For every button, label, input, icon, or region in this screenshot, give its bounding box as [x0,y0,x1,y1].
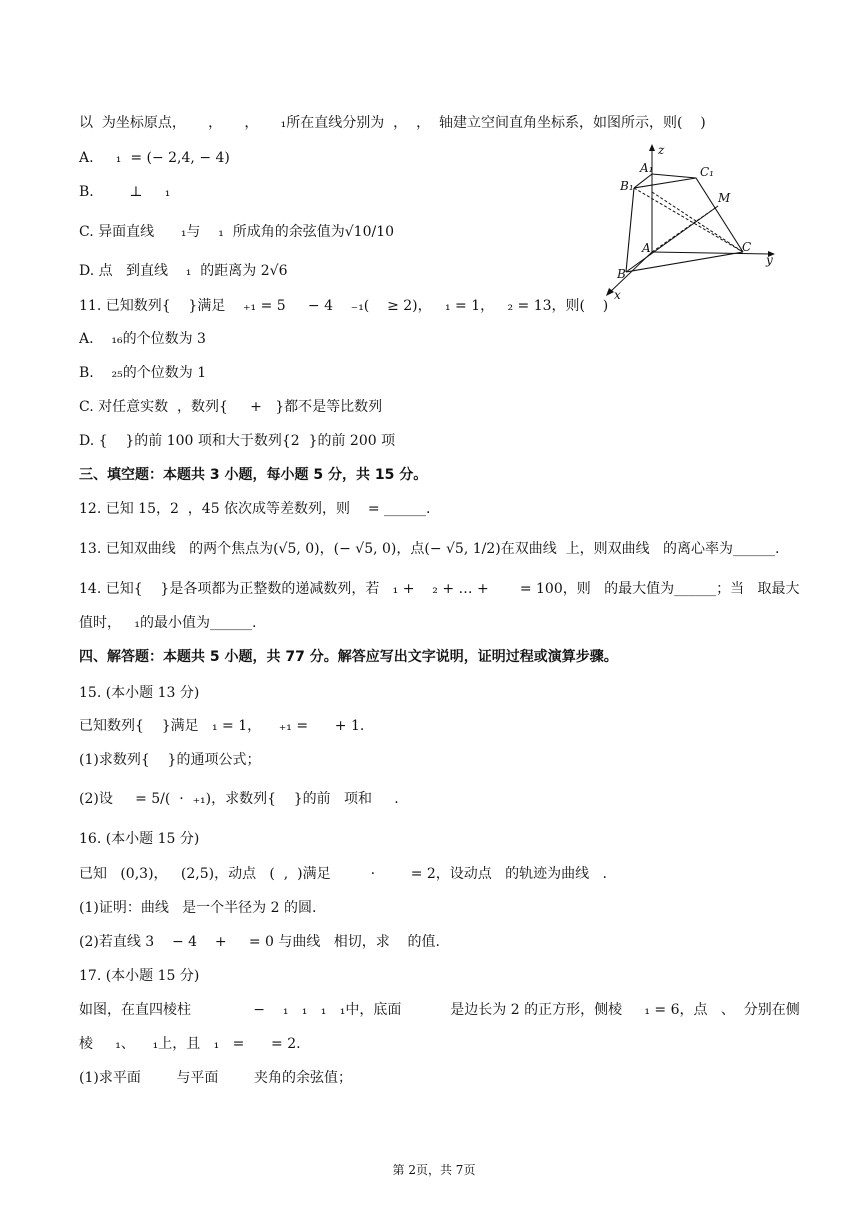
label-y: y [766,253,773,267]
question-16-part2: (2)若直线 3 − 4 + = 0 与曲线 相切，求 的值. [79,934,440,950]
label-a: A [642,241,651,255]
question-17-part1: (1)求平面 与平面 夹角的余弦值； [79,1070,353,1086]
edge-b1-c1 [634,178,696,188]
question-17-text: 如图，在直四棱柱 − ₁ ₁ ₁ ₁中，底面 是边长为 2 的正方形，侧棱 ₁ = 6，点 、 分别在侧 [79,1002,800,1018]
option-a: A. ₁₆的个位数为 3 [79,331,206,347]
prism-figure [600,142,780,302]
question-16-text: 已知 (0,3)， (2,5)，动点 ( , )满足 · = 2，设动点 的轨迹为曲线 . [79,866,607,882]
label-x: x [614,288,621,302]
y-axis [652,252,772,254]
option-c: C. 对任意实数 ，数列{ + }都不是等比数列 [79,399,383,415]
edge-b1-b [626,188,634,272]
line-b-m [626,206,718,272]
label-c1: C₁ [700,165,714,179]
text-line: 以 为坐标原点， ， ， ₁所在直线分别为 ， ， 轴建立空间直角坐标系，如图所示，则( ) [79,115,706,131]
label-c: C [742,240,752,254]
question-15-text: 已知数列{ }满足 ₁ = 1， ₊₁ = + 1. [79,718,365,734]
option-b: B. ⊥ ₁ [79,184,171,200]
section-heading: 四、解答题：本题共 5 小题，共 77 分。解答应写出文字说明，证明过程或演算步骤。 [79,649,618,665]
top-edges [652,174,743,252]
question-14-cont: 值时， ₁的最小值为______. [79,615,257,631]
page-footer: 第 2页，共 7页 [392,1163,476,1177]
question-15-part2: (2)设 = 5/( · ₊₁)，求数列{ }的前 项和 . [79,791,399,807]
label-z: z [658,143,665,157]
question-17-text-cont: 棱 ₁、 ₁上，且 ₁ = = 2. [79,1036,301,1052]
question-16-title: 16. (本小题 15 分) [79,831,200,847]
label-b: B [617,267,626,281]
edge-b-c [626,252,743,272]
question-15-part1: (1)求数列{ }的通项公式； [79,752,261,768]
z-arrow [649,144,655,151]
label-m: M [718,191,731,205]
section-heading: 三、填空题：本题共 3 小题，每小题 5 分，共 15 分。 [79,467,428,483]
question-17-title: 17. (本小题 15 分) [79,968,200,984]
question-12: 12. 已知 15，2 ，45 依次成等差数列，则 = ______. [79,501,431,517]
option-d: D. 点 到直线 ₁ 的距离为 2√6 [79,263,288,279]
label-b1: B₁ [620,179,634,193]
option-a: A. ₁ = (− 2,4, − 4) [79,150,230,166]
option-b: B. ₂₅的个位数为 1 [79,365,207,381]
option-c: C. 异面直线 ₁与 ₁ 所成角的余弦值为√10/10 [79,224,395,240]
question-13: 13. 已知双曲线 的两个焦点为(√5, 0)，(− √5, 0)，点(− √5, 1/2)在双曲线 上，则双曲线 的离心率为______. [79,541,780,557]
question-16-part1: (1)证明：曲线 是一个半径为 2 的圆. [79,900,317,916]
question-11: 11. 已知数列{ }满足 ₊₁ = 5 − 4 ₋₁( ≥ 2)， ₁ = 1， ₂ = 13，则( ) [79,298,609,314]
label-a1: A₁ [640,161,654,175]
question-14: 14. 已知{ }是各项都为正整数的递减数列，若 ₁ + ₂ + … + = 100，则 的最大值为______；当 取最大 [79,581,800,597]
option-d: D. { }的前 100 项和大于数列{2 }的前 200 项 [79,433,396,449]
question-15-title: 15. (本小题 13 分) [79,685,200,701]
